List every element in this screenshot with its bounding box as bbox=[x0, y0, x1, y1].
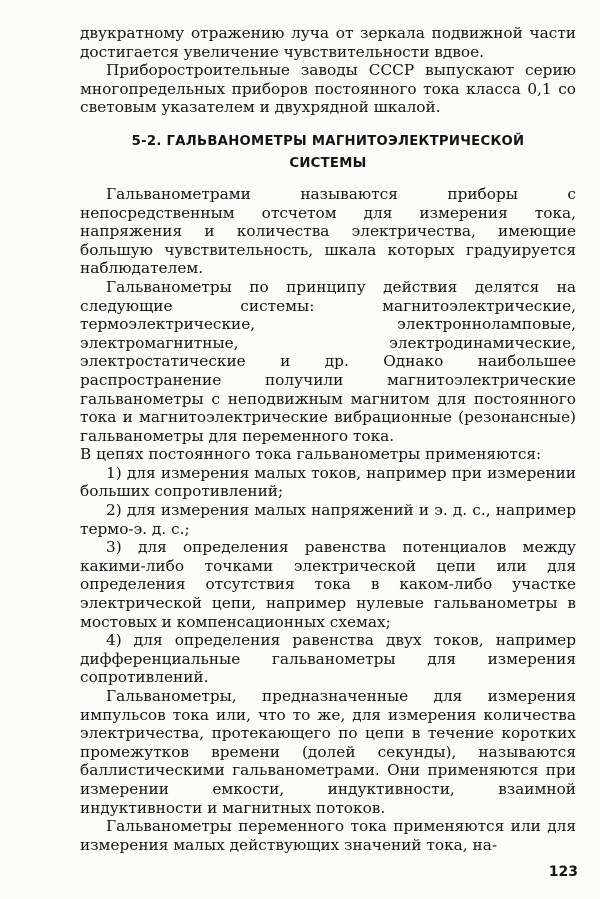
paragraph-dc-uses: В цепях постоянного тока гальванометры применяются: bbox=[80, 445, 542, 464]
paragraph-systems: Гальванометры по принципу действия делятся на следующие системы: магнитоэлектрические, термоэлектрические, электронноламповые, электромагнитные, электродинамические, электростатические и др. Однако наибольшее распространение получили магнитоэлектрические гальванометры с неподвижным магнитом для постоянного тока и магнитоэлектрические вибрационные (резонансные) гальванометры для переменного тока. bbox=[80, 277, 576, 445]
section-heading-line1: 5-2. ГАЛЬВАНОМЕТРЫ МАГНИТОЭЛЕКТРИЧЕСКОЙ bbox=[131, 133, 525, 149]
section-heading-line2: СИСТЕМЫ bbox=[289, 155, 367, 171]
paragraph-ac: Гальванометры переменного тока применяются или для измерения малых действующих значений тока, на- bbox=[80, 817, 576, 854]
paragraph-ballistic: Гальванометры, предназначенные для измерения импульсов тока или, что то же, для измерения количества электричества, протекающего по цепи в течение коротких промежутков времени (долей секунды), называются баллистическими гальванометрами. Они применяются при измерении емкости, индуктивности, взаимной индуктивности и магнитных потоков. bbox=[80, 687, 576, 817]
page-body bbox=[80, 24, 576, 854]
list-item: 3) для определения равенства потенциалов между какими-либо точками электрической цепи или для определения отсутствия тока в каком-либо участке электрической цепи, например нулевые гальванометры в мостовых и компенсационных схемах; bbox=[80, 538, 576, 631]
page-number: 123 bbox=[548, 864, 578, 880]
intro-paragraph: Приборостроительные заводы СССР выпускают серию многопредельных приборов постоянного тока класса 0,1 со световым указателем и двухрядной шкалой. bbox=[80, 61, 576, 117]
intro-continuation: двукратному отражению луча от зеркала подвижной части достигается увеличение чувствительности вдвое. bbox=[80, 24, 576, 61]
list-item: 1) для измерения малых токов, например при измерении больших сопротивлений; bbox=[80, 463, 576, 501]
list-item: 2) для измерения малых напряжений и э. д. с., например термо-э. д. с.; bbox=[80, 501, 576, 538]
list-item: 4) для определения равенства двух токов, например дифференциальные гальванометры для измерения сопротивлений. bbox=[80, 631, 576, 687]
section-heading bbox=[80, 131, 576, 175]
paragraph-definition: Гальванометрами называются приборы с непосредственным отсчетом для измерения тока, напряжения и количества электричества, имеющие большую чувствительность, шкала которых градуируется наблюдателем. bbox=[80, 184, 576, 278]
